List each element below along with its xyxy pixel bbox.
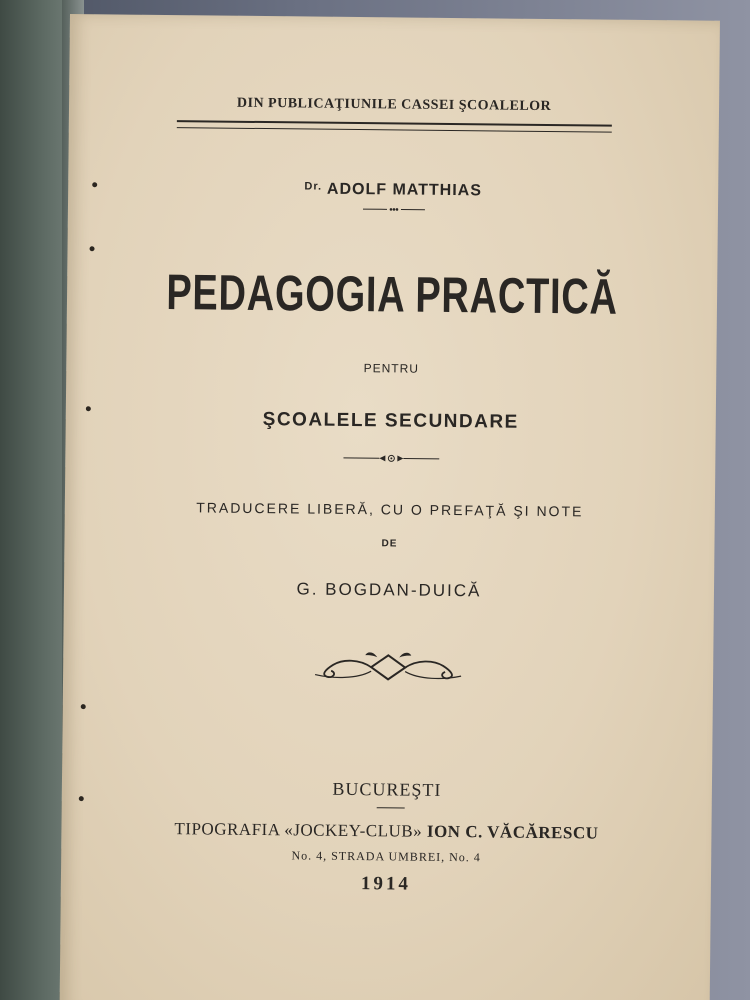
author-prefix: Dr.	[304, 180, 323, 193]
mid-rule-ornament	[343, 453, 439, 464]
book-subtitle: ŞCOALELE SECUNDARE	[262, 409, 519, 433]
translator-name: G. BOGDAN-DUICĂ	[296, 579, 482, 601]
author-name: ADOLF MATTHIAS	[326, 180, 483, 200]
printer-prefix: TIPOGRAFIA «JOCKEY-CLUB»	[174, 819, 423, 841]
publication-year: 1914	[360, 873, 412, 895]
printer-name: ION C. VĂCĂRESCU	[426, 821, 599, 843]
book-title: PEDAGOGIA PRACTICĂ	[166, 264, 619, 325]
de-label: DE	[381, 538, 398, 550]
binding-hole	[90, 246, 95, 251]
small-rule-ornament	[363, 205, 425, 214]
series-heading: DIN PUBLICAŢIUNILE CASSEI ŞCOALELOR	[236, 95, 552, 115]
short-rule	[377, 807, 405, 808]
printer-line	[61, 818, 711, 845]
decorative-flourish-ornament	[313, 649, 463, 687]
pentru-label: PENTRU	[363, 361, 420, 376]
translation-note: TRADUCERE LIBERĂ, CU O PREFAŢĂ ŞI NOTE	[196, 499, 584, 520]
title-page	[60, 14, 720, 1000]
publication-city: BUCUREŞTI	[332, 778, 442, 800]
double-rule	[177, 120, 612, 133]
printer-address: No. 4, STRADA UMBREI, No. 4	[291, 848, 481, 865]
binding-hole	[81, 704, 86, 709]
author-line	[68, 178, 718, 203]
